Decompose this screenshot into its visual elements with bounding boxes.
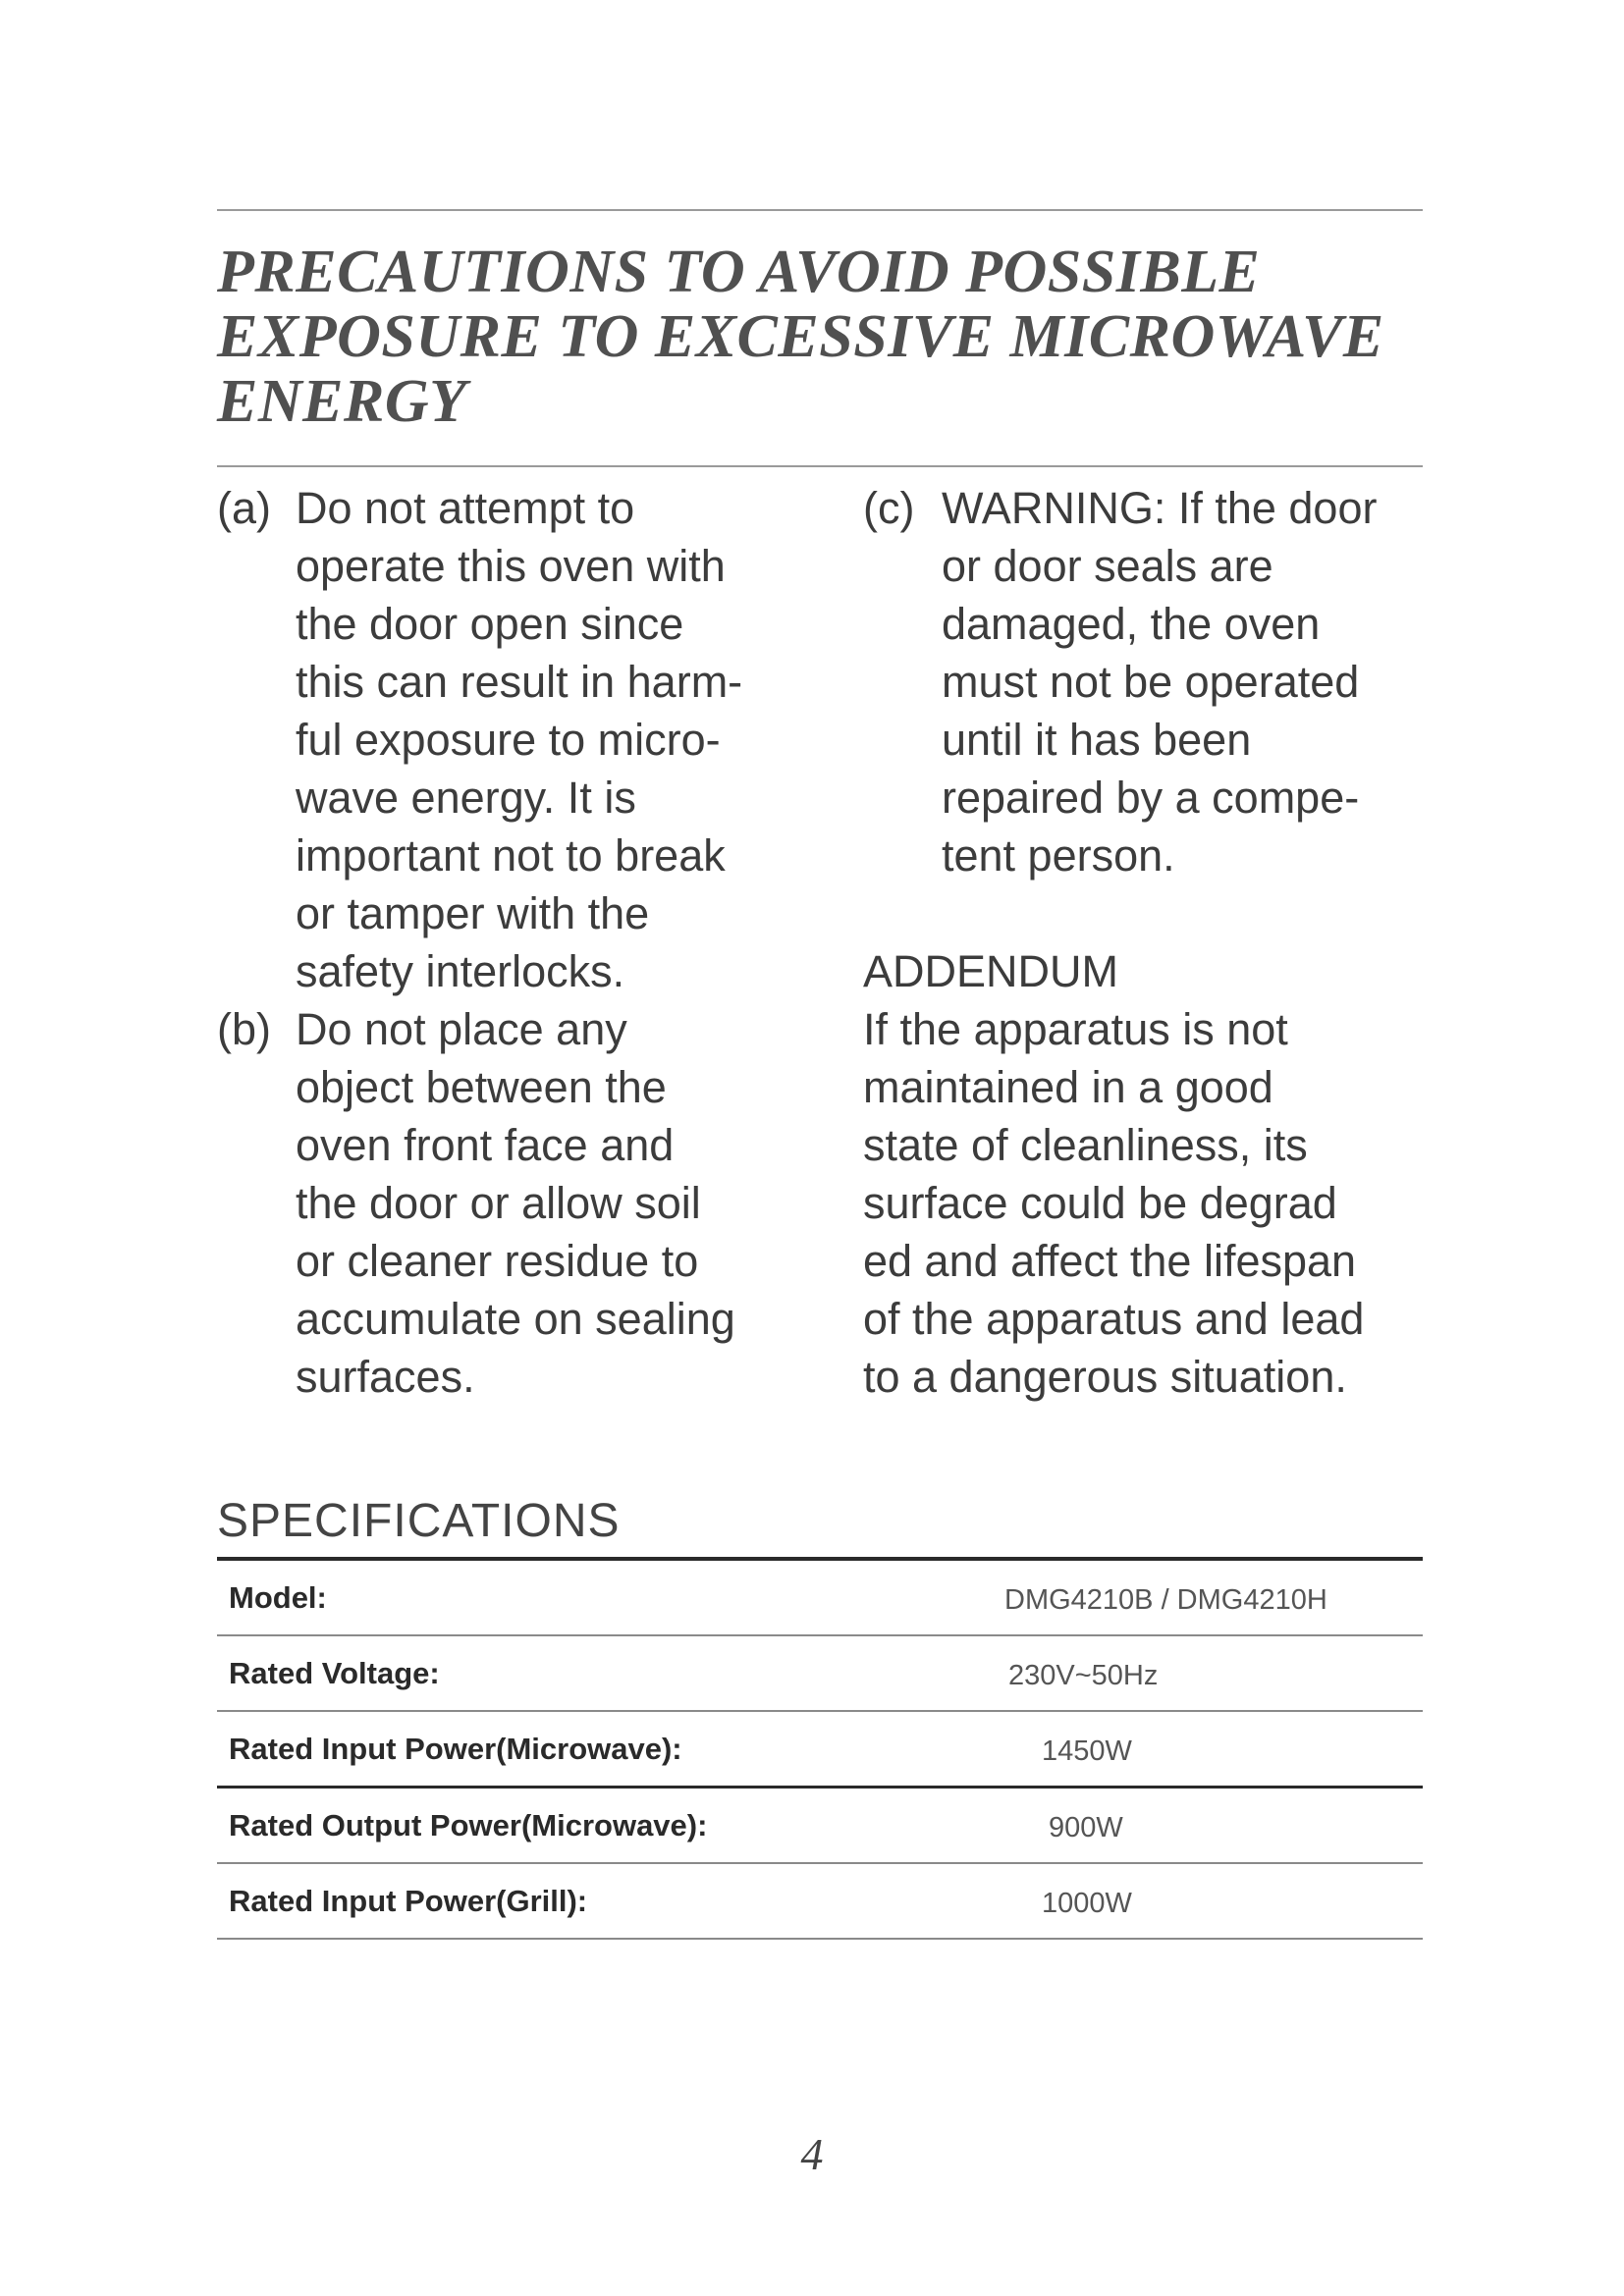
item-text-line: surfaces. [296, 1352, 475, 1402]
item-text-line: oven front face and [296, 1120, 675, 1170]
addendum-text-line: to a dangerous situation. [863, 1352, 1347, 1402]
spec-value: 900W [1049, 1812, 1123, 1843]
spec-row-input-power-microwave [217, 1712, 1423, 1789]
spec-label: Rated Input Power(Microwave): [229, 1732, 682, 1766]
precaution-item-c [863, 479, 1423, 884]
item-text-line: or tamper with the [296, 888, 650, 938]
addendum-text-line: If the apparatus is not [863, 1004, 1288, 1054]
item-text-line: important not to break [296, 830, 726, 881]
item-text-line: the door or allow soil [296, 1178, 701, 1228]
title-underline-rule [217, 465, 1423, 467]
item-text-line: accumulate on sealing [296, 1294, 735, 1344]
addendum-text-line: maintained in a good [863, 1062, 1273, 1112]
addendum-text-line: of the apparatus and lead [863, 1294, 1365, 1344]
item-text-line: safety interlocks. [296, 946, 625, 996]
spec-label: Rated Input Power(Grill): [229, 1884, 588, 1918]
spec-row-rated-voltage [217, 1636, 1423, 1712]
left-column [217, 479, 806, 1406]
item-marker: (c) [863, 483, 915, 533]
item-text-line: or cleaner residue to [296, 1236, 699, 1286]
addendum-title: ADDENDUM [863, 946, 1119, 996]
spec-label: Rated Output Power(Microwave): [229, 1808, 708, 1842]
item-text-line: operate this oven with [296, 541, 726, 591]
spec-value: DMG4210B / DMG4210H [1004, 1584, 1327, 1616]
specifications-title: SPECIFICATIONS [217, 1495, 621, 1547]
right-column [863, 479, 1423, 1406]
item-text-line: this can result in harm- [296, 657, 743, 707]
spec-row-output-power-microwave [217, 1789, 1423, 1864]
addendum-text-line: state of cleanliness, its [863, 1120, 1308, 1170]
title-line: ENERGY [217, 368, 467, 435]
item-text-line: Do not attempt to [296, 483, 635, 533]
item-text-line: object between the [296, 1062, 667, 1112]
spec-value: 230V~50Hz [1008, 1660, 1159, 1691]
item-text-line: or door seals are [942, 541, 1273, 591]
spec-label: Model: [229, 1580, 327, 1615]
title-line: EXPOSURE TO EXCESSIVE MICROWAVE [217, 303, 1384, 370]
page-number: 4 [800, 2129, 824, 2179]
item-text-line: ful exposure to micro- [296, 715, 721, 765]
item-text-line: Do not place any [296, 1004, 627, 1054]
item-text-line: wave energy. It is [296, 773, 636, 823]
addendum [863, 942, 1423, 1406]
page-title [217, 240, 1423, 434]
spec-label: Rated Voltage: [229, 1656, 440, 1690]
precaution-item-a [217, 479, 806, 1000]
spec-value: 1450W [1042, 1735, 1132, 1767]
addendum-text-line: surface could be degrad [863, 1178, 1337, 1228]
item-text-line: tent person. [942, 830, 1175, 881]
item-text-line: WARNING: If the door [942, 483, 1378, 533]
item-text-line: damaged, the oven [942, 599, 1321, 649]
precaution-item-b [217, 1000, 806, 1406]
item-text-line: the door open since [296, 599, 684, 649]
item-marker: (a) [217, 483, 271, 533]
item-text-line: must not be operated [942, 657, 1360, 707]
top-rule [217, 209, 1423, 211]
spec-value: 1000W [1042, 1888, 1132, 1919]
item-text-line: repaired by a compe- [942, 773, 1360, 823]
title-line: PRECAUTIONS TO AVOID POSSIBLE [217, 239, 1261, 305]
item-marker: (b) [217, 1004, 271, 1054]
item-text-line: until it has been [942, 715, 1252, 765]
spec-row-input-power-grill [217, 1864, 1423, 1940]
spec-row-model [217, 1561, 1423, 1636]
specifications-table [217, 1557, 1423, 1940]
addendum-text-line: ed and affect the lifespan [863, 1236, 1357, 1286]
